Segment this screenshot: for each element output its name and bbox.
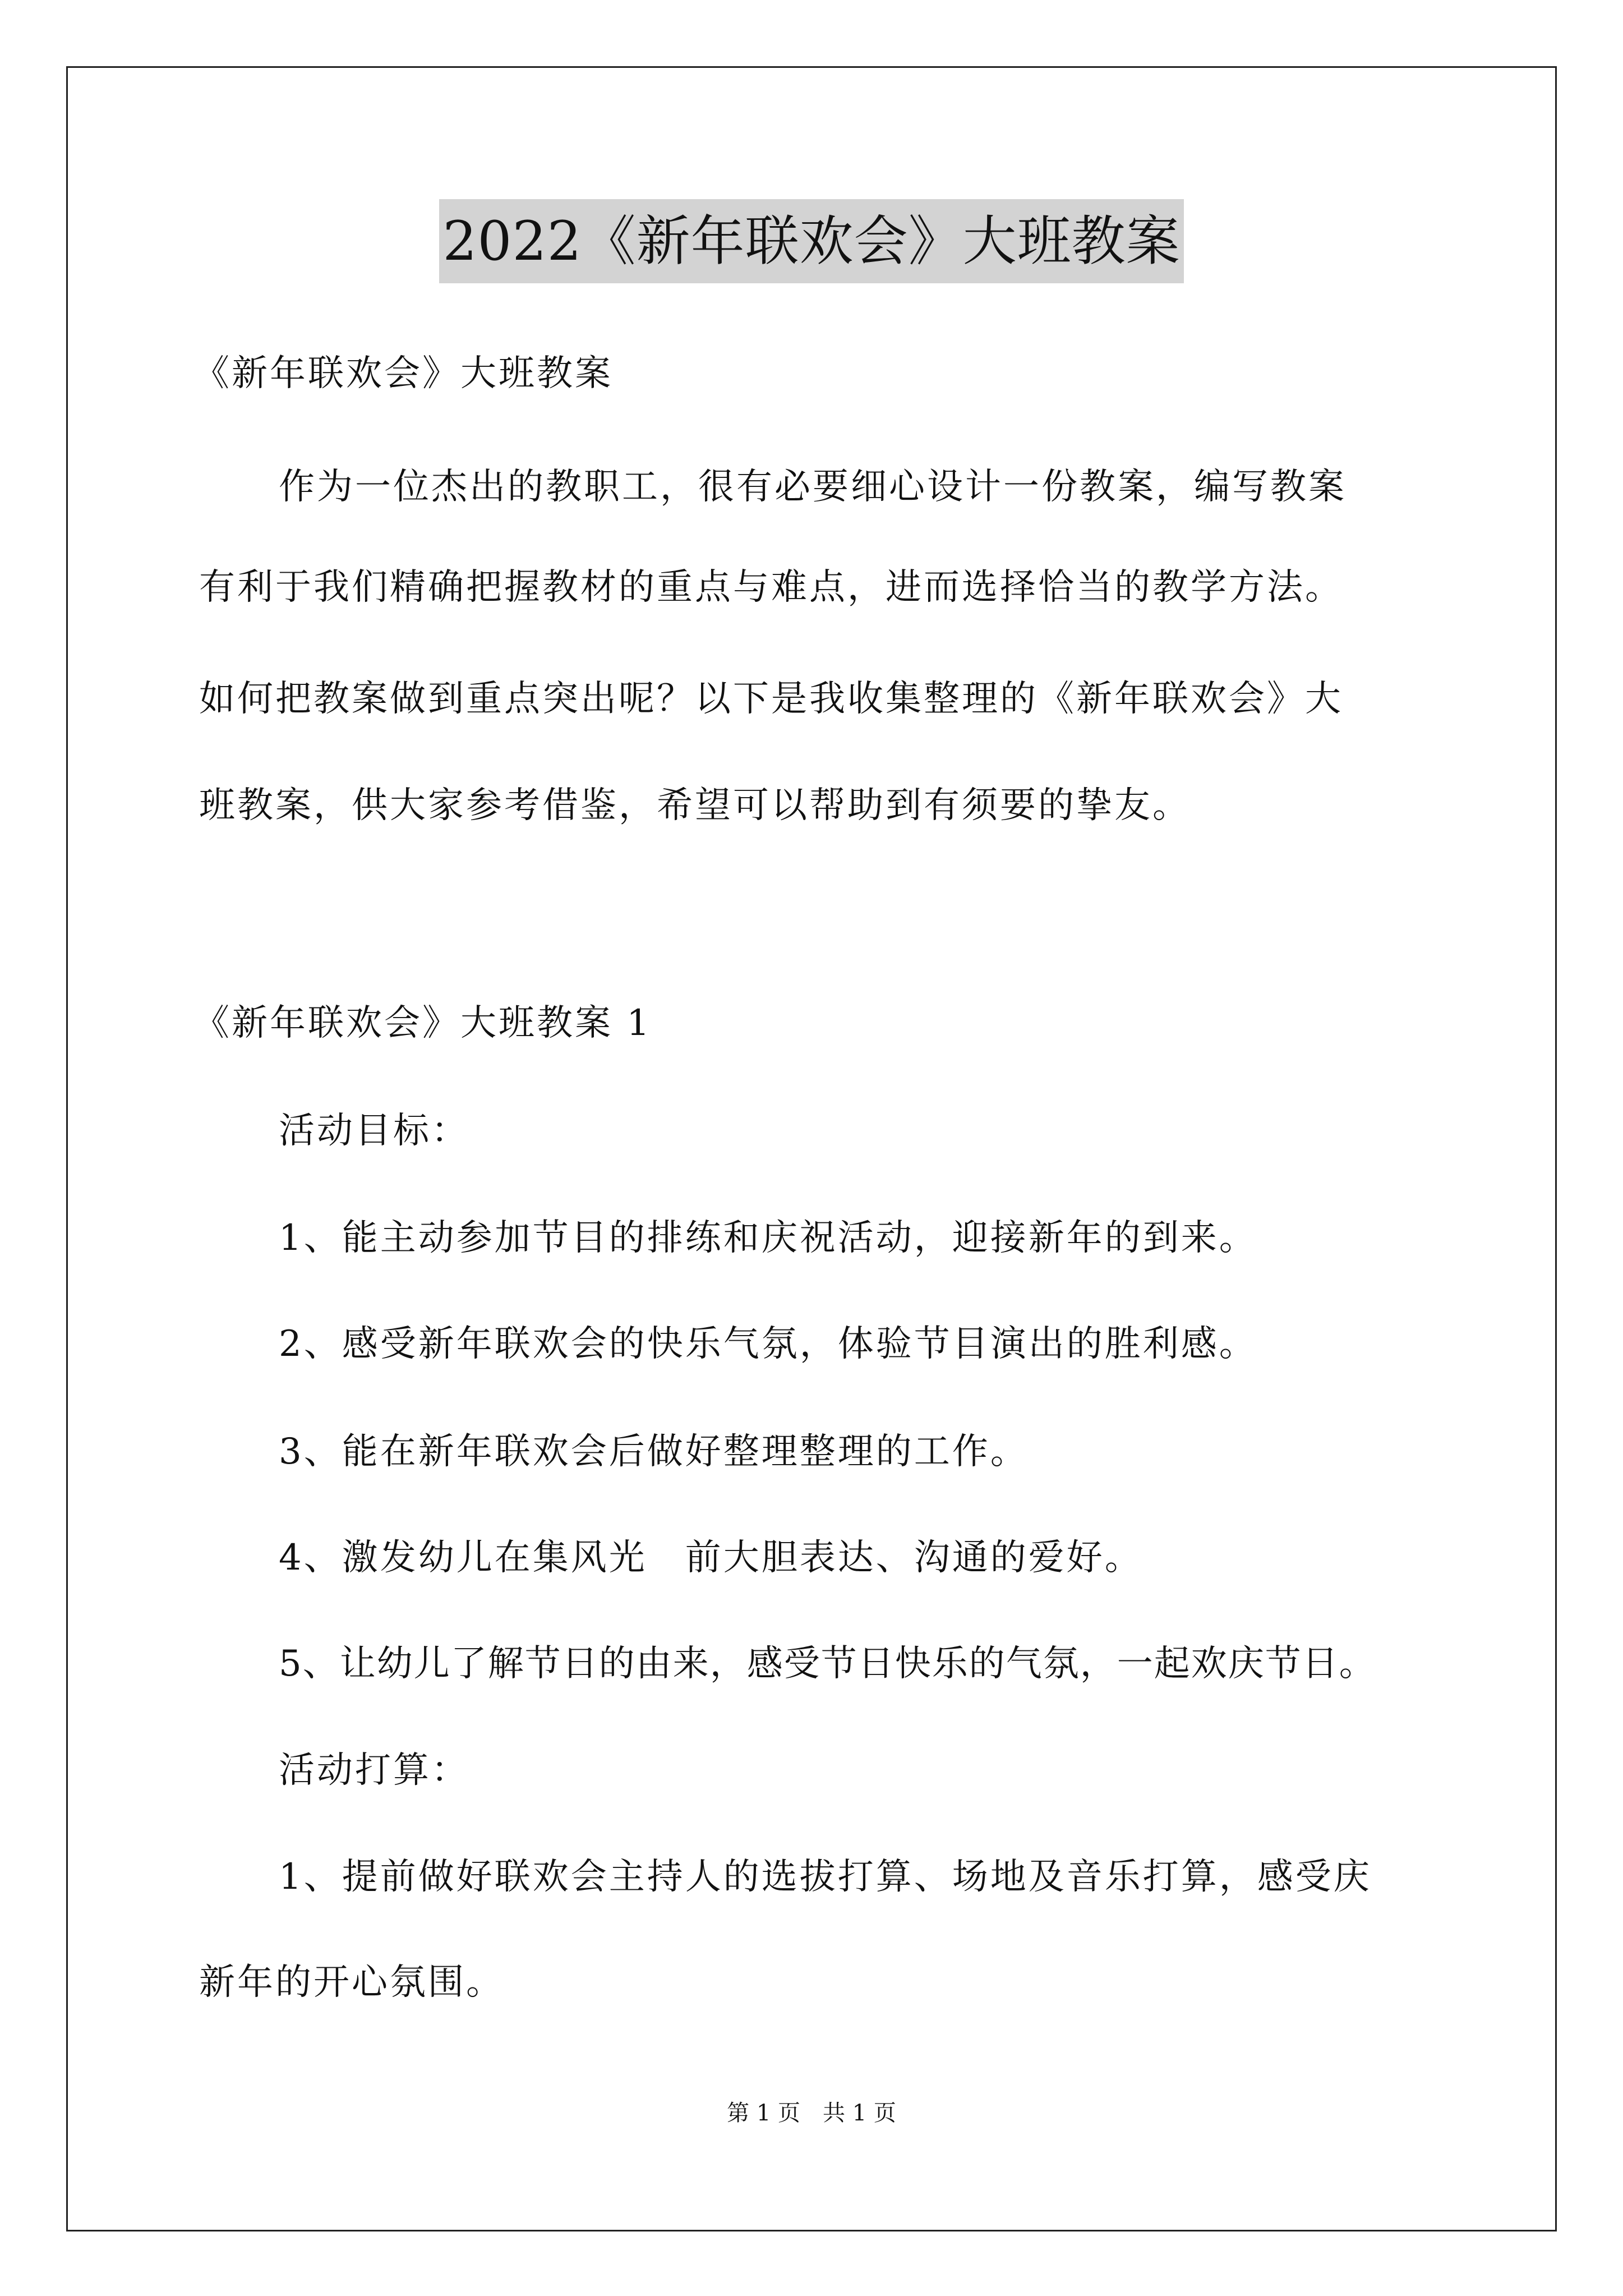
document-title-text: 2022《新年联欢会》大班教案 — [439, 199, 1183, 283]
section-heading: 《新年联欢会》大班教案 1 — [193, 1002, 652, 1044]
document-subtitle: 《新年联欢会》大班教案 — [193, 353, 613, 394]
goal-item-4: 4、激发幼儿在集风光 前大胆表达、沟通的爱好。 — [279, 1537, 1143, 1579]
intro-line-2: 有利于我们精确把握教材的重点与难点，进而选择恰当的教学方法。 — [199, 567, 1343, 608]
prep-item-1-continued: 新年的开心氛围。 — [199, 1962, 504, 2003]
prep-heading: 活动打算： — [279, 1750, 469, 1791]
prep-item-1: 1、提前做好联欢会主持人的选拔打算、场地及音乐打算，感受庆 — [279, 1856, 1372, 1898]
document-title — [0, 199, 1623, 283]
intro-line-3: 如何把教案做到重点突出呢？以下是我收集整理的《新年联欢会》大 — [199, 678, 1343, 720]
intro-line-1: 作为一位杰出的教职工，很有必要细心设计一份教案，编写教案 — [279, 466, 1347, 508]
goals-heading: 活动目标： — [279, 1110, 469, 1152]
intro-line-4: 班教案，供大家参考借鉴，希望可以帮助到有须要的挚友。 — [199, 785, 1191, 826]
goal-item-5: 5、让幼儿了解节日的由来，感受节日快乐的气氛，一起欢庆节日。 — [279, 1643, 1376, 1685]
goal-item-3: 3、能在新年联欢会后做好整理整理的工作。 — [279, 1431, 1029, 1473]
goal-item-2: 2、感受新年联欢会的快乐气氛，体验节目演出的胜利感。 — [279, 1323, 1257, 1365]
goal-item-1: 1、能主动参加节目的排练和庆祝活动，迎接新年的到来。 — [279, 1217, 1257, 1259]
page-footer: 第 1 页 共 1 页 — [727, 2100, 896, 2126]
